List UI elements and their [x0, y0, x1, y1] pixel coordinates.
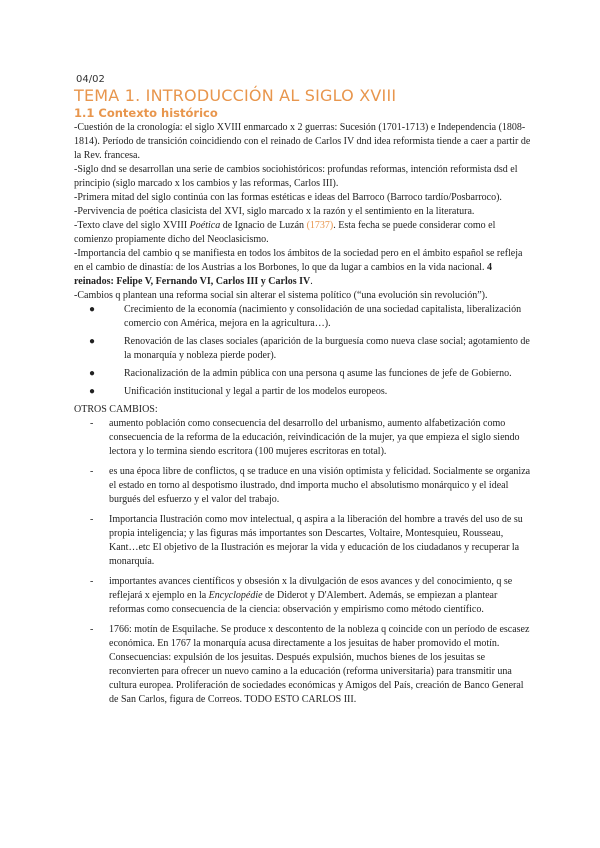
dash-marker: -: [90, 418, 94, 429]
dash-marker: -: [90, 576, 94, 587]
page-title: TEMA 1. INTRODUCCIÓN AL SIGLO XVIII: [74, 86, 397, 105]
dash-marker: -: [90, 624, 94, 635]
highlighted-year: (1737): [306, 220, 334, 231]
list-item-text: es una época libre de conflictos, q se traduce en una visión optimista y felicidad. Socialmente se organiza el estado en torno al despotismo ilustrado, dnd importa mucho el absolutismo monárquico y el ideal burgués del esfuerzo y el valor del trabajo.: [109, 466, 531, 505]
importancia-text: -Importancia del cambio q se manifiesta en todos los ámbitos de la sociedad pero en el ámbito español se refleja en el cambio de dinastía: de los Austrias a los Borbones, lo que da lugar a cambios en la vida nacional.: [74, 248, 523, 273]
list-item: [74, 367, 534, 381]
otros-cambios-heading: OTROS CAMBIOS:: [74, 404, 158, 415]
paragraph-pervivencia: -Pervivencia de poética clasicista del XVI, siglo marcado x la razón y el sentimiento en la literatura.: [74, 206, 475, 217]
dash-list: [74, 417, 534, 707]
texto-clave-before: -Texto clave del siglo XVIII: [74, 220, 190, 231]
list-item: [74, 335, 534, 363]
paragraph-cronologia: -Cuestión de la cronología: el siglo XVIII enmarcado x 2 guerras: Sucesión (1701-1713) e Independencia (1808-1814). Período de transición coincidiendo con el reinado de Carlos IV dnd idea reformista tiende a caer a partir de la Rev. francesa.: [74, 122, 531, 161]
bullet-icon: ●: [89, 336, 96, 347]
list-item: [74, 465, 534, 507]
paragraph-barroco: -Primera mitad del siglo continúa con las formas estéticas e ideas del Barroco (Barroco tardío/Posbarroco).: [74, 192, 502, 203]
list-item-text: Crecimiento de la economía (nacimiento y consolidación de una sociedad capitalista, liberalización comercio con América, mejora en la agricultura…).: [124, 304, 522, 329]
texto-clave-after: . Esta fecha se puede considerar como el comienzo propiamente dicho del Neoclasicismo.: [74, 220, 496, 245]
encyclopedie-title: Encyclopédie: [208, 590, 263, 601]
list-item-text-b: de Diderot y D'Alembert. Además, se empiezan a plantear reformas como consecuencia de la ciencia: observación y empirismo como método científico.: [109, 590, 498, 615]
list-item-text-a: importantes avances científicos y obsesión x la divulgación de esos avances y del conocimiento, q se reflejará x ejemplo en la: [109, 576, 513, 601]
reinados-bold: 4 reinados: Felipe V, Fernando VI, Carlos III y Carlos IV: [74, 262, 492, 287]
bullet-icon: ●: [89, 304, 96, 315]
section-subtitle: 1.1 Contexto histórico: [74, 106, 218, 120]
list-item-text: Unificación institucional y legal a partir de los modelos europeos.: [124, 386, 388, 397]
bullet-list: [74, 303, 534, 399]
bullet-icon: ●: [89, 386, 96, 397]
list-item-text: Importancia Ilustración como mov intelectual, q aspira a la liberación del hombre a través del uso de su propia inteligencia; y las figuras más importantes son Descartes, Voltaire, Montesquieu, Rousseau, Kant…etc El objetivo de la Ilustración es mejorar la vida y educación de los ciudadanos y recuperar la monarquía.: [109, 514, 523, 567]
list-item: [74, 513, 534, 569]
paragraph-importancia: [74, 247, 534, 289]
poetica-title: Poética: [189, 220, 221, 231]
importancia-end: .: [310, 276, 313, 287]
bullet-icon: ●: [89, 368, 96, 379]
paragraph-texto-clave: [74, 219, 534, 247]
list-item: [74, 575, 534, 617]
list-item: [74, 385, 534, 399]
paragraph-cambios-sociohistoricos: -Siglo dnd se desarrollan una serie de cambios sociohistóricos: profundas reformas, intención reformista dsd el principio (siglo marcado x los cambios y las reformas, Carlos III).: [74, 164, 518, 189]
dash-marker: -: [90, 514, 94, 525]
paragraph-cambios-intro: -Cambios q plantean una reforma social sin alterar el sistema político (“una evolución sin revolución”).: [74, 290, 488, 301]
note-date: 04/02: [76, 74, 105, 85]
list-item-text: aumento población como consecuencia del desarrollo del urbanismo, aumento alfabetización como consecuencia de la reforma de la educación, reivindicación de la mujer, ya que empieza el siglo siendo lectora y lo termina siendo escritora (100 mujeres escritoras en total).: [109, 418, 520, 457]
texto-clave-middle: de Ignacio de Luzán: [220, 220, 307, 231]
list-item: [74, 303, 534, 331]
document-body: [74, 121, 534, 713]
list-item-text: Racionalización de la admin pública con una persona q asume las funciones de jefe de Gobierno.: [124, 368, 512, 379]
dash-marker: -: [90, 466, 94, 477]
list-item: [74, 623, 534, 707]
list-item-text: 1766: motín de Esquilache. Se produce x descontento de la nobleza q coincide con un período de escasez económica. En 1767 la monarquía acusa directamente a los jesuitas de haber promovido el motín. Consecuencias: expulsión de los jesuitas. Después expulsión, muchos bienes de los jesuitas se reconvierten para ofrecer un nuevo camino a la educación (reforma universitaria) para transmitir una cultura europea. Proliferación de sociedades económicas y Amigos del País, creación de Banco General de San Carlos, figura de Correos. TODO ESTO CARLOS III.: [109, 624, 530, 705]
list-item: [74, 417, 534, 459]
list-item-text: Renovación de las clases sociales (aparición de la burguesía como nueva clase social; agotamiento de la monarquía y nobleza pierde poder).: [124, 336, 530, 361]
